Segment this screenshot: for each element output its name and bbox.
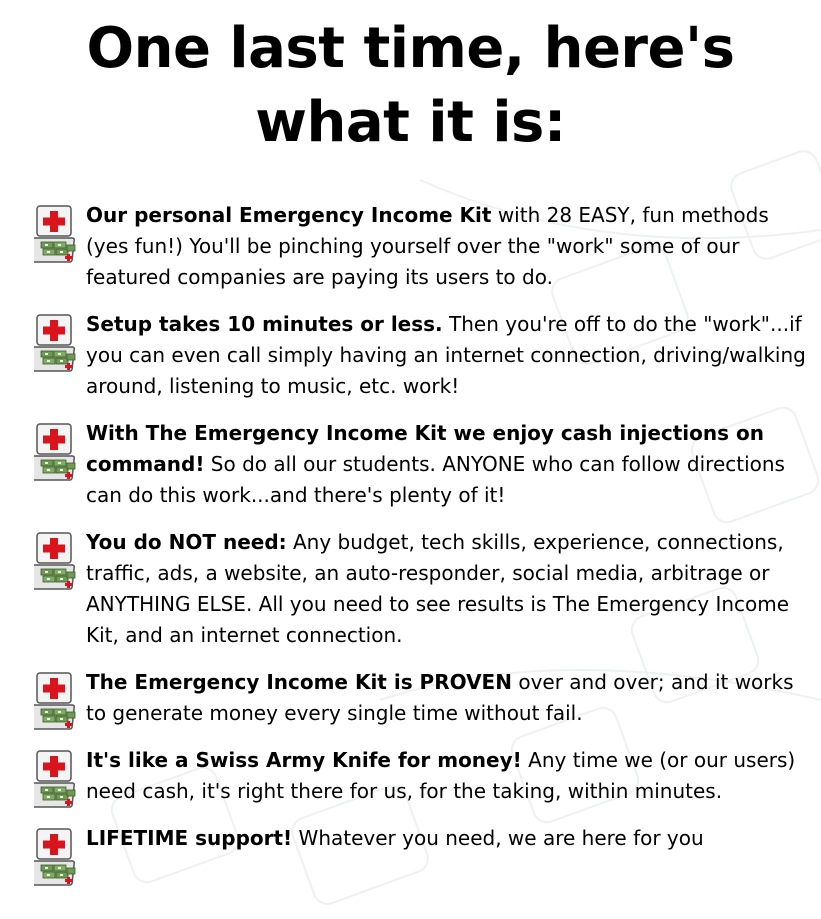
item-highlight: You do NOT need: xyxy=(86,530,287,554)
first-aid-kit-with-cash-icon xyxy=(34,531,82,591)
item-highlight: Our personal Emergency Income Kit xyxy=(86,203,492,227)
item-text: So do all our students. ANYONE who can follow directions can do this work...and there's plenty of it! xyxy=(86,452,785,507)
list-item xyxy=(34,527,814,651)
page-title xyxy=(0,12,821,160)
item-highlight: LIFETIME support! xyxy=(86,826,293,850)
list-item xyxy=(34,823,814,854)
page-title-line-2: what it is: xyxy=(255,90,566,155)
item-text: Whatever you need, we are here for you xyxy=(292,826,704,850)
item-text: Any budget, tech skills, experience, connections, traffic, ads, a website, an auto-responder, social media, arbitrage or ANYTHING ELSE. All you need to see results is The Emergency Income Kit, and an internet connection. xyxy=(86,530,790,647)
list-item xyxy=(34,309,814,402)
item-highlight: With The Emergency Income Kit we enjoy cash injections on command! xyxy=(86,421,764,476)
feature-list xyxy=(34,200,814,870)
list-item xyxy=(34,200,814,293)
list-item xyxy=(34,667,814,729)
first-aid-kit-with-cash-icon xyxy=(34,671,82,731)
item-text: Any time we (or our users) need cash, it's right there for us, for the taking, within minutes. xyxy=(86,748,796,803)
page-title-line-1: One last time, here's xyxy=(86,16,735,81)
item-highlight: Setup takes 10 minutes or less. xyxy=(86,312,443,336)
item-text: over and over; and it works to generate money every single time without fail. xyxy=(86,670,794,725)
first-aid-kit-with-cash-icon xyxy=(34,204,82,264)
first-aid-kit-with-cash-icon xyxy=(34,827,82,887)
item-highlight: The Emergency Income Kit is PROVEN xyxy=(86,670,512,694)
item-text: with 28 EASY, fun methods (yes fun!) You'll be pinching yourself over the "work" some of our featured companies are paying its users to do. xyxy=(86,203,769,289)
item-text: Then you're off to do the "work"...if you can even call simply having an internet connection, driving/walking around, listening to music, etc. work! xyxy=(86,312,806,398)
list-item xyxy=(34,418,814,511)
first-aid-kit-with-cash-icon xyxy=(34,313,82,373)
first-aid-kit-with-cash-icon xyxy=(34,422,82,482)
list-item xyxy=(34,745,814,807)
item-highlight: It's like a Swiss Army Knife for money! xyxy=(86,748,522,772)
first-aid-kit-with-cash-icon xyxy=(34,749,82,809)
